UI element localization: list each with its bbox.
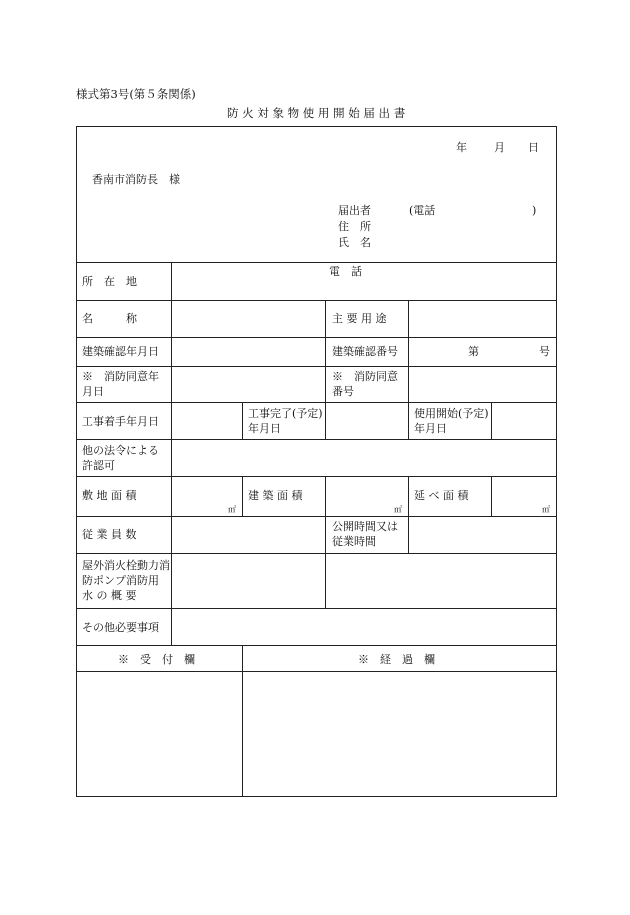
fire-equipment-label: 屋外消火栓動力消防ポンプ消防用 水 の 概 要	[82, 559, 170, 602]
name-label: 名 称	[82, 312, 137, 325]
other-laws-label: 他の法令による許認可	[82, 444, 159, 472]
site-area-unit: ㎡	[228, 505, 236, 514]
building-confirm-number-dai: 第	[468, 345, 479, 358]
total-floor-area-unit: ㎡	[542, 505, 550, 514]
building-confirm-date-label: 建築確認年月日	[82, 345, 159, 358]
site-area-label: 敷 地 面 積	[82, 489, 137, 502]
notification-form	[76, 126, 557, 797]
building-confirm-number-go: 号	[539, 345, 550, 358]
date-month: 月	[494, 141, 505, 154]
notifier-name-label: 氏 名	[338, 236, 371, 249]
main-use-label: 主 要 用 途	[332, 312, 387, 325]
date-day: 日	[528, 141, 539, 154]
notifier-label: 届出者	[338, 204, 371, 217]
location-label: 所 在 地	[82, 275, 137, 288]
form-number: 様式第3号(第５条関係)	[76, 87, 196, 101]
other-required-label: その他必要事項	[82, 621, 159, 634]
construction-end-label: 工事完了(予定)年月日	[248, 407, 323, 435]
employees-label: 従 業 員 数	[82, 528, 137, 541]
form-title: 防 火 対 象 物 使 用 開 始 届 出 書	[227, 106, 406, 120]
fire-consent-date-label: ※ 消防同意年月日	[82, 370, 159, 398]
phone-label: 電 話	[329, 265, 362, 278]
progress-label: ※ 経 過 欄	[358, 653, 435, 666]
phone-open: (電話	[409, 204, 436, 217]
notifier-address-label: 住 所	[338, 220, 371, 233]
phone-close: )	[532, 204, 537, 217]
date-year: 年	[456, 141, 467, 154]
construction-start-label: 工事着手年月日	[82, 415, 159, 428]
total-floor-area-label: 延 べ 面 積	[414, 489, 469, 502]
addressee: 香南市消防長 様	[92, 173, 180, 186]
building-area-unit: ㎡	[394, 505, 402, 514]
use-start-label: 使用開始(予定)年月日	[414, 407, 489, 435]
fire-consent-number-label: ※ 消防同意番号	[332, 370, 398, 398]
reception-label: ※ 受 付 欄	[118, 653, 195, 666]
building-confirm-number-label: 建築確認番号	[332, 345, 398, 358]
building-area-label: 建 築 面 積	[248, 489, 303, 502]
public-hours-label: 公開時間又は従業時間	[332, 520, 398, 548]
